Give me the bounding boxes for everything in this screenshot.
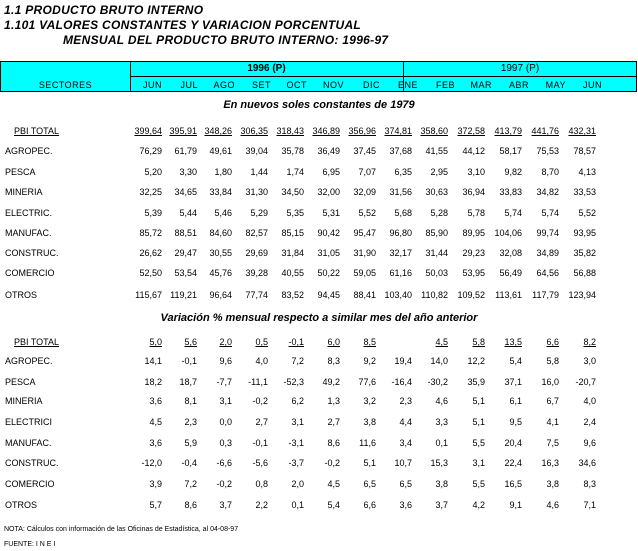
table-cell: 31,05: [317, 248, 340, 258]
table-cell: 29,23: [462, 248, 485, 258]
table-cell: 58,17: [499, 146, 522, 156]
table-cell: 8,3: [327, 356, 340, 366]
table-cell: 3,10: [467, 167, 485, 177]
table-row: [0, 228, 638, 242]
table-cell: 9,5: [509, 417, 522, 427]
table-cell: 5,78: [467, 208, 485, 218]
table-cell: 49,2: [322, 377, 340, 387]
table-cell: 85,15: [281, 228, 304, 238]
table-cell: 76,29: [139, 146, 162, 156]
table-cell: 395,91: [169, 126, 197, 136]
table-cell: 64,56: [536, 268, 559, 278]
table-cell: 1,80: [214, 167, 232, 177]
table-cell: 358,60: [420, 126, 448, 136]
row-label: COMERCIO: [5, 479, 55, 489]
table-cell: 9,2: [363, 356, 376, 366]
table-cell: -20,7: [575, 377, 596, 387]
table-cell: 33,83: [499, 187, 522, 197]
table-cell: 4,6: [546, 500, 559, 510]
table-cell: 103,40: [384, 290, 412, 300]
table-cell: -0,2: [252, 396, 268, 406]
table-cell: 5,9: [184, 438, 197, 448]
table-cell: -0,1: [181, 356, 197, 366]
table-cell: 2,7: [327, 417, 340, 427]
table-cell: 31,44: [425, 248, 448, 258]
table-cell: 16,0: [541, 377, 559, 387]
table-cell: 16,3: [541, 458, 559, 468]
table-cell: 34,50: [281, 187, 304, 197]
table-cell: 34,6: [578, 458, 596, 468]
table-row: [0, 146, 638, 160]
month-header: MAY: [545, 80, 566, 90]
table-cell: 3,0: [583, 356, 596, 366]
table-cell: 13,5: [504, 337, 522, 347]
table-cell: 11,6: [359, 438, 376, 448]
table-cell: 45,76: [209, 268, 232, 278]
table-cell: 44,12: [462, 146, 485, 156]
table-cell: 50,03: [425, 268, 448, 278]
table-cell: 19,4: [394, 356, 412, 366]
table-cell: 5,74: [541, 208, 559, 218]
row-label: PESCA: [5, 377, 36, 387]
table-cell: 32,09: [353, 187, 376, 197]
table-cell: 109,52: [457, 290, 485, 300]
row-label: AGROPEC.: [5, 146, 53, 156]
month-header: DIC: [363, 80, 380, 90]
table-cell: 7,1: [583, 500, 596, 510]
table-cell: 96,64: [209, 290, 232, 300]
table-cell: 3,6: [399, 500, 412, 510]
table-cell: 39,28: [245, 268, 268, 278]
table-cell: -3,1: [288, 438, 304, 448]
table-cell: 5,4: [509, 356, 522, 366]
table-cell: 12,2: [467, 356, 485, 366]
table-cell: 5,5: [472, 438, 485, 448]
table-cell: 39,04: [245, 146, 268, 156]
table-cell: 372,58: [457, 126, 485, 136]
table-cell: 36,49: [317, 146, 340, 156]
table-cell: 5,52: [358, 208, 376, 218]
table-cell: 32,25: [139, 187, 162, 197]
table-cell: 35,82: [573, 248, 596, 258]
table-cell: 5,74: [504, 208, 522, 218]
table-cell: 30,55: [209, 248, 232, 258]
table-row: [0, 438, 638, 452]
table-cell: 4,1: [546, 417, 559, 427]
table-cell: -7,7: [216, 377, 232, 387]
table-cell: 6,2: [291, 396, 304, 406]
table-row: [0, 187, 638, 201]
table-cell: 5,68: [394, 208, 412, 218]
table-cell: 115,67: [135, 290, 162, 300]
table-cell: 83,52: [281, 290, 304, 300]
table-cell: 37,45: [353, 146, 376, 156]
table-cell: -5,6: [252, 458, 268, 468]
table-cell: 5,39: [144, 208, 162, 218]
month-header: AGO: [213, 80, 235, 90]
month-header: MAR: [470, 80, 492, 90]
row-label: ELECTRICI: [5, 417, 53, 427]
table-cell: 2,0: [291, 479, 304, 489]
section-2-title: Variación % mensual respecto a similar mes del año anterior: [160, 312, 478, 324]
table-cell: 61,79: [174, 146, 197, 156]
title-line-2: 1.101 VALORES CONSTANTES Y VARIACION PORCENTUAL: [4, 18, 362, 32]
table-cell: 89,95: [462, 228, 485, 238]
sectores-header: SECTORES: [38, 80, 93, 90]
table-cell: -12,0: [141, 458, 162, 468]
table-cell: -11,1: [248, 377, 268, 387]
table-row: [0, 248, 638, 262]
table-cell: -52,3: [283, 377, 304, 387]
table-cell: 29,69: [245, 248, 268, 258]
table-cell: 119,21: [170, 290, 197, 300]
table-cell: 8,70: [541, 167, 559, 177]
table-cell: 96,80: [389, 228, 412, 238]
table-cell: 4,5: [435, 337, 448, 347]
table-cell: 41,55: [425, 146, 448, 156]
table-cell: 8,2: [583, 337, 596, 347]
table-cell: 4,5: [149, 417, 162, 427]
table-row: [0, 167, 638, 181]
table-cell: 0,3: [219, 438, 232, 448]
table-cell: 90,42: [317, 228, 340, 238]
table-cell: 6,6: [363, 500, 376, 510]
table-cell: 35,78: [281, 146, 304, 156]
table-cell: 93,95: [573, 228, 596, 238]
footer-note: NOTA: Cálculos con información de las Oficinas de Estadística, al 04-08-97: [4, 526, 239, 533]
table-cell: 3,7: [219, 500, 232, 510]
table-cell: 9,6: [219, 356, 232, 366]
table-cell: 432,31: [568, 126, 596, 136]
table-cell: 104,06: [494, 228, 522, 238]
table-cell: 31,56: [389, 187, 412, 197]
table-cell: 53,95: [462, 268, 485, 278]
year-1997-label: 1997 (P): [500, 63, 540, 74]
table-cell: 2,2: [255, 500, 268, 510]
table-cell: 1,74: [286, 167, 304, 177]
table-cell: 14,0: [430, 356, 448, 366]
table-row: [0, 337, 638, 351]
table-cell: -6,6: [216, 458, 232, 468]
table-row: [0, 396, 638, 410]
table-cell: 16,5: [504, 479, 522, 489]
table-cell: 8,1: [184, 396, 197, 406]
table-cell: 77,74: [245, 290, 268, 300]
title-line-3: MENSUAL DEL PRODUCTO BRUTO INTERNO: 1996-97: [63, 33, 389, 47]
table-cell: 8,6: [327, 438, 340, 448]
table-cell: 3,3: [435, 417, 448, 427]
table-cell: 5,44: [179, 208, 197, 218]
table-cell: 37,1: [504, 377, 522, 387]
row-label: OTROS: [5, 500, 38, 510]
table-cell: 85,72: [139, 228, 162, 238]
table-cell: 441,76: [531, 126, 559, 136]
table-cell: -0,4: [181, 458, 197, 468]
table-cell: 346,89: [312, 126, 340, 136]
table-cell: 4,6: [435, 396, 448, 406]
table-cell: 3,2: [363, 396, 376, 406]
table-cell: 4,4: [399, 417, 412, 427]
table-cell: 29,47: [174, 248, 197, 258]
table-cell: 117,79: [532, 290, 559, 300]
table-cell: 3,1: [219, 396, 232, 406]
table-cell: -3,7: [288, 458, 304, 468]
table-cell: 1,3: [327, 396, 340, 406]
table-cell: 61,16: [389, 268, 412, 278]
table-cell: 32,08: [499, 248, 522, 258]
table-cell: 31,90: [353, 248, 376, 258]
table-cell: 34,89: [536, 248, 559, 258]
table-cell: 3,6: [149, 396, 162, 406]
table-cell: 6,5: [363, 479, 376, 489]
table-row: [0, 126, 638, 140]
table-cell: 9,6: [583, 438, 596, 448]
row-label: AGROPEC.: [5, 356, 53, 366]
month-header: NOV: [322, 80, 344, 90]
table-cell: 4,0: [583, 396, 596, 406]
table-cell: -0,2: [324, 458, 340, 468]
table-cell: 34,82: [536, 187, 559, 197]
table-row: [0, 458, 638, 472]
table-cell: 2,0: [219, 337, 232, 347]
table-cell: 85,90: [425, 228, 448, 238]
table-cell: 31,30: [245, 187, 268, 197]
row-label: ELECTRIC.: [5, 208, 53, 218]
table-cell: 5,52: [578, 208, 596, 218]
table-cell: 32,00: [317, 187, 340, 197]
table-cell: 0,0: [219, 417, 232, 427]
row-label: PESCA: [5, 167, 36, 177]
table-cell: 5,35: [286, 208, 304, 218]
table-cell: 30,63: [425, 187, 448, 197]
row-label: MINERIA: [5, 396, 43, 406]
table-row: [0, 417, 638, 431]
table-cell: 356,96: [348, 126, 376, 136]
table-row: [0, 356, 638, 370]
table-cell: 6,95: [322, 167, 340, 177]
table-cell: 1,44: [250, 167, 268, 177]
table-cell: 2,95: [430, 167, 448, 177]
table-cell: 0,5: [255, 337, 268, 347]
table-cell: 56,49: [499, 268, 522, 278]
table-cell: 14,1: [144, 356, 162, 366]
table-cell: 5,1: [472, 417, 485, 427]
table-cell: 0,8: [255, 479, 268, 489]
table-cell: 3,8: [363, 417, 376, 427]
table-cell: -0,1: [252, 438, 268, 448]
month-header: JUL: [180, 80, 198, 90]
table-cell: 5,5: [472, 479, 485, 489]
footer-source: FUENTE: I N E I: [4, 541, 56, 548]
table-cell: 77,6: [358, 377, 376, 387]
table-cell: 8,3: [583, 479, 596, 489]
row-label: PBI TOTAL: [14, 337, 60, 347]
row-label: CONSTRUC.: [5, 458, 59, 468]
table-cell: 9,1: [509, 500, 522, 510]
table-cell: 26,62: [139, 248, 162, 258]
table-cell: 5,28: [430, 208, 448, 218]
table-cell: 52,50: [139, 268, 162, 278]
month-header: ABR: [508, 80, 529, 90]
table-cell: 5,6: [184, 337, 197, 347]
table-cell: -16,4: [391, 377, 412, 387]
table-cell: 123,94: [568, 290, 596, 300]
table-cell: 78,57: [573, 146, 596, 156]
table-cell: 5,8: [546, 356, 559, 366]
month-header: OCT: [286, 80, 307, 90]
table-cell: 6,7: [546, 396, 559, 406]
table-cell: -0,2: [216, 479, 232, 489]
row-label: CONSTRUC.: [5, 248, 59, 258]
table-cell: 6,1: [509, 396, 522, 406]
table-cell: 6,35: [394, 167, 412, 177]
table-cell: 94,45: [317, 290, 340, 300]
table-cell: 348,26: [204, 126, 232, 136]
table-cell: 5,29: [250, 208, 268, 218]
table-cell: 32,17: [389, 248, 412, 258]
table-cell: 50,22: [317, 268, 340, 278]
table-cell: 53,54: [174, 268, 197, 278]
table-cell: 7,2: [291, 356, 304, 366]
table-cell: 88,51: [174, 228, 197, 238]
table-cell: 18,2: [144, 377, 162, 387]
table-cell: 10,7: [394, 458, 412, 468]
table-cell: 5,0: [149, 337, 162, 347]
table-cell: 2,3: [399, 396, 412, 406]
row-label: MINERIA: [5, 187, 43, 197]
table-row: [0, 268, 638, 282]
month-header: JUN: [583, 80, 602, 90]
table-cell: 36,94: [462, 187, 485, 197]
table-header: [0, 61, 637, 92]
table-cell: -0,1: [288, 337, 304, 347]
table-cell: 20,4: [504, 438, 522, 448]
table-cell: 33,84: [209, 187, 232, 197]
table-cell: -30,2: [427, 377, 448, 387]
table-cell: 6,6: [546, 337, 559, 347]
table-cell: 5,46: [214, 208, 232, 218]
table-cell: 318,43: [276, 126, 304, 136]
table-row: [0, 208, 638, 222]
table-cell: 3,9: [149, 479, 162, 489]
table-cell: 3,1: [472, 458, 485, 468]
table-cell: 33,53: [573, 187, 596, 197]
table-cell: 3,7: [435, 500, 448, 510]
table-cell: 40,55: [281, 268, 304, 278]
table-cell: 4,13: [578, 167, 596, 177]
table-cell: 6,5: [399, 479, 412, 489]
row-label: MANUFAC.: [5, 438, 52, 448]
row-label: MANUFAC.: [5, 228, 52, 238]
table-cell: 59,05: [353, 268, 376, 278]
table-cell: 7,2: [184, 479, 197, 489]
table-cell: 9,82: [504, 167, 522, 177]
table-cell: 5,4: [327, 500, 340, 510]
table-cell: 413,79: [494, 126, 522, 136]
table-cell: 8,6: [184, 500, 197, 510]
table-cell: 15,3: [430, 458, 448, 468]
table-cell: 8,5: [363, 337, 376, 347]
table-cell: 110,82: [421, 290, 448, 300]
month-header: FEB: [435, 80, 455, 90]
table-cell: 4,2: [472, 500, 485, 510]
section-1-title: En nuevos soles constantes de 1979: [223, 99, 415, 111]
table-cell: 5,1: [363, 458, 376, 468]
table-cell: 7,07: [358, 167, 376, 177]
table-cell: 6,0: [327, 337, 340, 347]
table-cell: 3,6: [149, 438, 162, 448]
table-cell: 75,53: [536, 146, 559, 156]
table-cell: 5,8: [472, 337, 485, 347]
title-line-1: 1.1 PRODUCTO BRUTO INTERNO: [4, 3, 204, 17]
table-cell: 3,1: [291, 417, 304, 427]
table-cell: 2,3: [184, 417, 197, 427]
table-cell: 0,1: [435, 438, 448, 448]
table-cell: 3,4: [399, 438, 412, 448]
table-cell: 2,4: [583, 417, 596, 427]
row-label: OTROS: [5, 290, 38, 300]
table-cell: 0,1: [291, 500, 304, 510]
row-label: COMERCIO: [5, 268, 55, 278]
table-cell: 31,84: [281, 248, 304, 258]
table-cell: 399,64: [134, 126, 162, 136]
table-cell: 34,65: [174, 187, 197, 197]
table-cell: 4,5: [327, 479, 340, 489]
month-header: JUN: [143, 80, 162, 90]
table-cell: 4,0: [255, 356, 268, 366]
year-1996-label: 1996 (P): [247, 63, 286, 74]
table-cell: 84,60: [209, 228, 232, 238]
table-cell: 18,7: [179, 377, 197, 387]
table-cell: 5,1: [472, 396, 485, 406]
table-row: [0, 479, 638, 493]
month-header: SET: [251, 80, 271, 90]
table-cell: 113,61: [495, 290, 522, 300]
table-row: [0, 290, 638, 304]
table-cell: 5,20: [144, 167, 162, 177]
table-cell: 3,8: [435, 479, 448, 489]
table-cell: 37,68: [389, 146, 412, 156]
month-header: ENE: [397, 80, 418, 90]
table-cell: 49,61: [209, 146, 232, 156]
table-cell: 99,74: [536, 228, 559, 238]
table-row: [0, 500, 638, 514]
table-cell: 88,41: [353, 290, 376, 300]
table-cell: 3,8: [546, 479, 559, 489]
row-label: PBI TOTAL: [14, 126, 60, 136]
table-cell: 35,9: [467, 377, 485, 387]
table-cell: 22,4: [504, 458, 522, 468]
table-cell: 2,7: [255, 417, 268, 427]
table-cell: 3,30: [179, 167, 197, 177]
table-cell: 374,81: [384, 126, 412, 136]
table-cell: 5,31: [322, 208, 340, 218]
table-cell: 82,57: [245, 228, 268, 238]
table-row: [0, 377, 638, 391]
table-cell: 56,88: [573, 268, 596, 278]
table-cell: 5,7: [149, 500, 162, 510]
table-cell: 306,35: [240, 126, 268, 136]
table-cell: 7,5: [546, 438, 559, 448]
table-cell: 95,47: [353, 228, 376, 238]
